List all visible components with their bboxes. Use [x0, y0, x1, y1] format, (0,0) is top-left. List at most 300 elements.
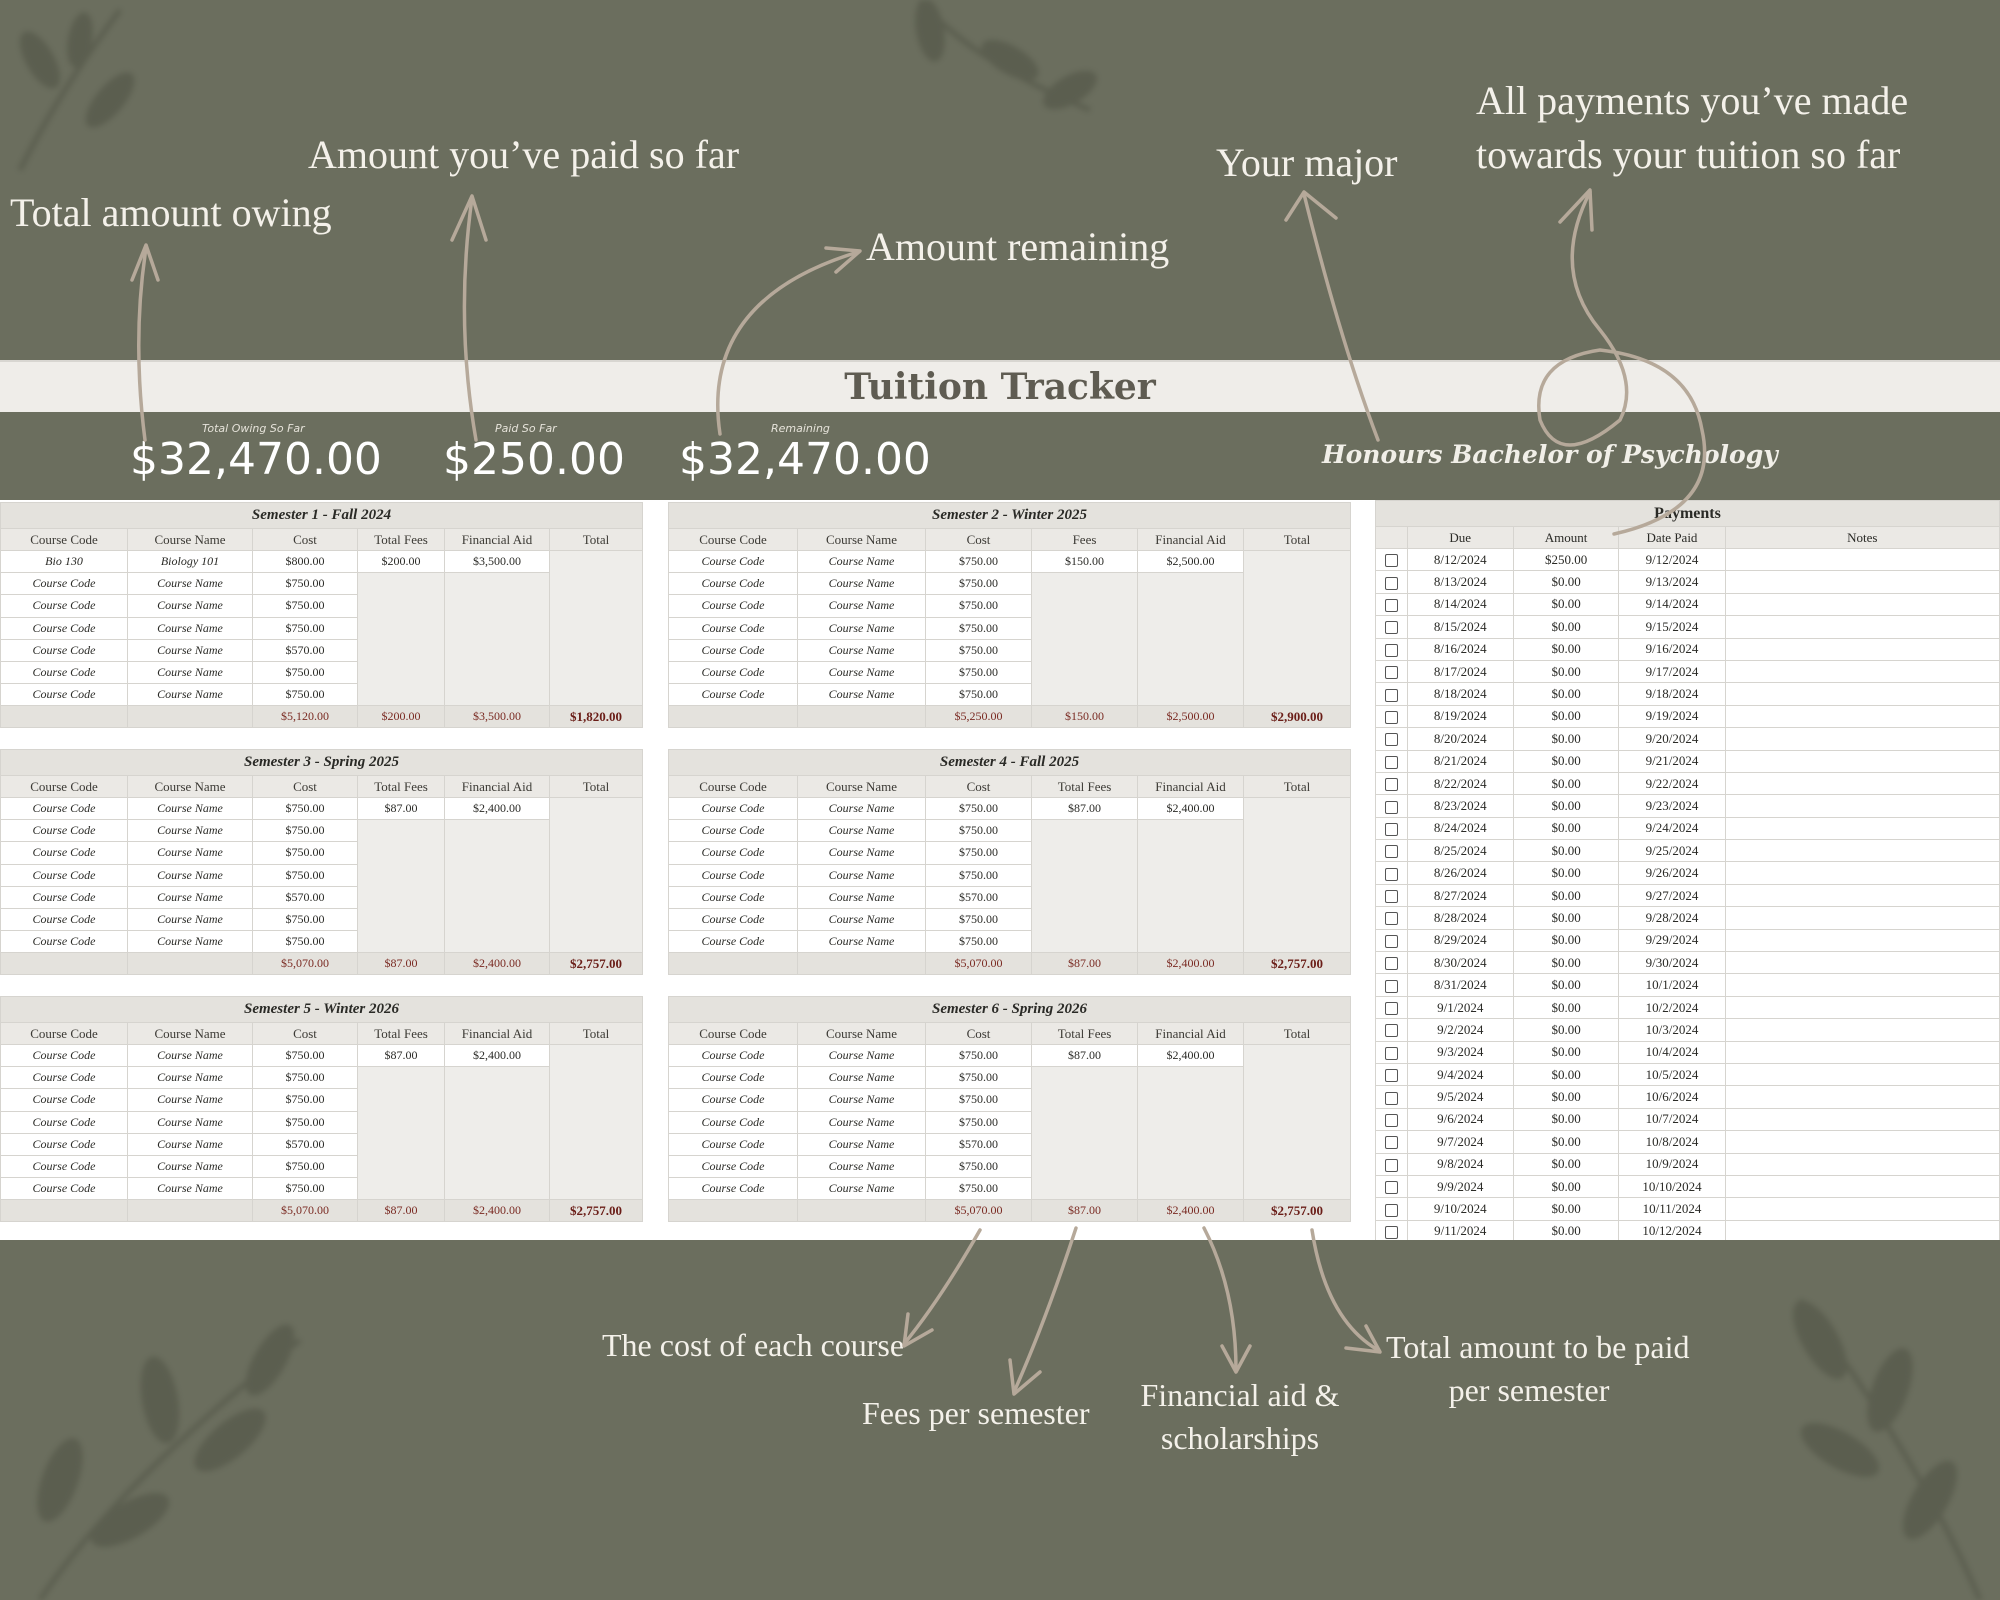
course-cost-cell[interactable]: $750.00	[253, 573, 358, 595]
course-code-cell[interactable]: Course Code	[1, 886, 128, 908]
course-name-cell[interactable]: Course Name	[798, 1045, 926, 1067]
payment-date-paid-cell[interactable]: 9/24/2024	[1619, 817, 1725, 839]
course-code-cell[interactable]: Course Code	[1, 595, 128, 617]
course-cost-cell[interactable]: $750.00	[926, 908, 1032, 930]
course-cost-cell[interactable]: $750.00	[926, 931, 1032, 953]
payment-notes-cell[interactable]	[1725, 705, 1999, 727]
payment-amount-cell[interactable]: $0.00	[1513, 817, 1619, 839]
payment-amount-cell[interactable]: $0.00	[1513, 571, 1619, 593]
payment-due-cell[interactable]: 8/17/2024	[1407, 660, 1513, 682]
payment-checkbox[interactable]	[1385, 599, 1398, 612]
course-code-cell[interactable]: Course Code	[1, 1045, 128, 1067]
payment-due-cell[interactable]: 8/27/2024	[1407, 884, 1513, 906]
payment-date-paid-cell[interactable]: 9/26/2024	[1619, 862, 1725, 884]
payment-notes-cell[interactable]	[1725, 728, 1999, 750]
payment-date-paid-cell[interactable]: 9/22/2024	[1619, 772, 1725, 794]
payment-date-paid-cell[interactable]: 9/21/2024	[1619, 750, 1725, 772]
payment-due-cell[interactable]: 9/9/2024	[1407, 1175, 1513, 1197]
payment-amount-cell[interactable]: $0.00	[1513, 772, 1619, 794]
course-name-cell[interactable]: Course Name	[128, 595, 253, 617]
course-code-cell[interactable]: Course Code	[669, 1089, 798, 1111]
course-name-cell[interactable]: Course Name	[128, 573, 253, 595]
payment-notes-cell[interactable]	[1725, 1086, 1999, 1108]
course-name-cell[interactable]: Course Name	[128, 820, 253, 842]
course-cost-cell[interactable]: $750.00	[253, 617, 358, 639]
course-name-cell[interactable]: Course Name	[128, 1045, 253, 1067]
payment-checkbox[interactable]	[1385, 554, 1398, 567]
course-code-cell[interactable]: Course Code	[669, 842, 798, 864]
payment-amount-cell[interactable]: $0.00	[1513, 907, 1619, 929]
payment-notes-cell[interactable]	[1725, 1019, 1999, 1041]
payment-date-paid-cell[interactable]: 9/12/2024	[1619, 549, 1725, 571]
semester-fees-cell[interactable]: $87.00	[1032, 1045, 1138, 1067]
course-code-cell[interactable]: Bio 130	[1, 551, 128, 573]
payment-date-paid-cell[interactable]: 9/13/2024	[1619, 571, 1725, 593]
course-code-cell[interactable]: Course Code	[669, 886, 798, 908]
payment-amount-cell[interactable]: $0.00	[1513, 840, 1619, 862]
payment-amount-cell[interactable]: $0.00	[1513, 616, 1619, 638]
course-name-cell[interactable]: Course Name	[798, 931, 926, 953]
payment-notes-cell[interactable]	[1725, 795, 1999, 817]
payment-due-cell[interactable]: 9/1/2024	[1407, 996, 1513, 1018]
course-cost-cell[interactable]: $750.00	[253, 1045, 358, 1067]
payment-date-paid-cell[interactable]: 10/4/2024	[1619, 1041, 1725, 1063]
semester-fees-cell[interactable]: $87.00	[358, 798, 445, 820]
payment-date-paid-cell[interactable]: 9/19/2024	[1619, 705, 1725, 727]
course-name-cell[interactable]: Course Name	[128, 1089, 253, 1111]
course-cost-cell[interactable]: $750.00	[926, 595, 1032, 617]
course-code-cell[interactable]: Course Code	[1, 842, 128, 864]
payment-amount-cell[interactable]: $0.00	[1513, 929, 1619, 951]
payment-amount-cell[interactable]: $0.00	[1513, 1086, 1619, 1108]
course-cost-cell[interactable]: $750.00	[253, 820, 358, 842]
payment-amount-cell[interactable]: $0.00	[1513, 1131, 1619, 1153]
payment-checkbox[interactable]	[1385, 733, 1398, 746]
course-code-cell[interactable]: Course Code	[1, 573, 128, 595]
course-cost-cell[interactable]: $750.00	[253, 842, 358, 864]
course-name-cell[interactable]: Course Name	[128, 931, 253, 953]
payment-due-cell[interactable]: 8/12/2024	[1407, 549, 1513, 571]
payment-checkbox[interactable]	[1385, 644, 1398, 657]
payment-checkbox[interactable]	[1385, 1114, 1398, 1127]
payment-date-paid-cell[interactable]: 10/5/2024	[1619, 1063, 1725, 1085]
course-cost-cell[interactable]: $570.00	[253, 1133, 358, 1155]
payment-notes-cell[interactable]	[1725, 1063, 1999, 1085]
payment-due-cell[interactable]: 8/18/2024	[1407, 683, 1513, 705]
course-cost-cell[interactable]: $750.00	[926, 798, 1032, 820]
course-cost-cell[interactable]: $750.00	[253, 684, 358, 706]
payment-checkbox[interactable]	[1385, 845, 1398, 858]
payment-date-paid-cell[interactable]: 10/10/2024	[1619, 1175, 1725, 1197]
payment-amount-cell[interactable]: $0.00	[1513, 1198, 1619, 1220]
course-cost-cell[interactable]: $750.00	[926, 617, 1032, 639]
course-cost-cell[interactable]: $750.00	[926, 573, 1032, 595]
course-code-cell[interactable]: Course Code	[1, 1089, 128, 1111]
course-cost-cell[interactable]: $750.00	[926, 1155, 1032, 1177]
course-cost-cell[interactable]: $750.00	[253, 661, 358, 683]
payment-checkbox[interactable]	[1385, 980, 1398, 993]
course-code-cell[interactable]: Course Code	[669, 617, 798, 639]
payment-date-paid-cell[interactable]: 9/30/2024	[1619, 952, 1725, 974]
course-code-cell[interactable]: Course Code	[669, 1045, 798, 1067]
course-code-cell[interactable]: Course Code	[1, 617, 128, 639]
course-cost-cell[interactable]: $750.00	[253, 931, 358, 953]
course-name-cell[interactable]: Course Name	[798, 551, 926, 573]
course-name-cell[interactable]: Course Name	[128, 1067, 253, 1089]
course-name-cell[interactable]: Course Name	[798, 1155, 926, 1177]
course-code-cell[interactable]: Course Code	[1, 1155, 128, 1177]
course-cost-cell[interactable]: $800.00	[253, 551, 358, 573]
payment-amount-cell[interactable]: $0.00	[1513, 660, 1619, 682]
payment-checkbox[interactable]	[1385, 711, 1398, 724]
course-cost-cell[interactable]: $750.00	[926, 842, 1032, 864]
course-name-cell[interactable]: Course Name	[798, 1089, 926, 1111]
payment-notes-cell[interactable]	[1725, 840, 1999, 862]
course-name-cell[interactable]: Course Name	[798, 595, 926, 617]
payment-amount-cell[interactable]: $0.00	[1513, 1153, 1619, 1175]
payment-checkbox[interactable]	[1385, 1181, 1398, 1194]
payment-amount-cell[interactable]: $250.00	[1513, 549, 1619, 571]
payment-notes-cell[interactable]	[1725, 907, 1999, 929]
payment-amount-cell[interactable]: $0.00	[1513, 750, 1619, 772]
payment-amount-cell[interactable]: $0.00	[1513, 1175, 1619, 1197]
payment-amount-cell[interactable]: $0.00	[1513, 638, 1619, 660]
payment-date-paid-cell[interactable]: 10/11/2024	[1619, 1198, 1725, 1220]
course-name-cell[interactable]: Course Name	[128, 1155, 253, 1177]
payment-checkbox[interactable]	[1385, 1092, 1398, 1105]
course-code-cell[interactable]: Course Code	[1, 1111, 128, 1133]
payment-notes-cell[interactable]	[1725, 772, 1999, 794]
payment-checkbox[interactable]	[1385, 689, 1398, 702]
payment-amount-cell[interactable]: $0.00	[1513, 1108, 1619, 1130]
course-name-cell[interactable]: Course Name	[128, 864, 253, 886]
payment-date-paid-cell[interactable]: 10/12/2024	[1619, 1220, 1725, 1240]
semester-column-header: Course Code	[669, 776, 798, 798]
payment-checkbox[interactable]	[1385, 778, 1398, 791]
payment-due-cell[interactable]: 8/23/2024	[1407, 795, 1513, 817]
payment-notes-cell[interactable]	[1725, 638, 1999, 660]
course-code-cell[interactable]: Course Code	[1, 661, 128, 683]
payment-date-paid-cell[interactable]: 10/1/2024	[1619, 974, 1725, 996]
payment-amount-cell[interactable]: $0.00	[1513, 884, 1619, 906]
course-code-cell[interactable]: Course Code	[1, 931, 128, 953]
course-name-cell[interactable]: Course Name	[798, 639, 926, 661]
semester-aid-cell[interactable]: $2,400.00	[1138, 1045, 1244, 1067]
course-name-cell[interactable]: Course Name	[798, 798, 926, 820]
payment-due-cell[interactable]: 8/26/2024	[1407, 862, 1513, 884]
course-cost-cell[interactable]: $570.00	[253, 639, 358, 661]
payment-checkbox[interactable]	[1385, 577, 1398, 590]
semester-fees-cell[interactable]: $87.00	[1032, 798, 1138, 820]
payment-due-cell[interactable]: 9/3/2024	[1407, 1041, 1513, 1063]
payment-notes-cell[interactable]	[1725, 862, 1999, 884]
payment-checkbox-cell	[1376, 952, 1408, 974]
course-code-cell[interactable]: Course Code	[1, 1178, 128, 1200]
payment-due-cell[interactable]: 8/13/2024	[1407, 571, 1513, 593]
semester-aid-cell[interactable]: $2,400.00	[1138, 798, 1244, 820]
payment-notes-cell[interactable]	[1725, 616, 1999, 638]
payment-due-cell[interactable]: 9/10/2024	[1407, 1198, 1513, 1220]
course-cost-cell[interactable]: $750.00	[926, 639, 1032, 661]
payment-date-paid-cell[interactable]: 9/25/2024	[1619, 840, 1725, 862]
course-name-cell[interactable]: Course Name	[128, 908, 253, 930]
course-name-cell[interactable]: Course Name	[798, 1133, 926, 1155]
course-code-cell[interactable]: Course Code	[1, 908, 128, 930]
payment-amount-cell[interactable]: $0.00	[1513, 705, 1619, 727]
payment-due-cell[interactable]: 8/25/2024	[1407, 840, 1513, 862]
course-code-cell[interactable]: Course Code	[1, 1067, 128, 1089]
payment-amount-cell[interactable]: $0.00	[1513, 996, 1619, 1018]
payment-amount-cell[interactable]: $0.00	[1513, 795, 1619, 817]
course-cost-cell[interactable]: $750.00	[926, 1045, 1032, 1067]
course-name-cell[interactable]: Course Name	[128, 639, 253, 661]
course-name-cell[interactable]: Biology 101	[128, 551, 253, 573]
payment-notes-cell[interactable]	[1725, 1198, 1999, 1220]
course-code-cell[interactable]: Course Code	[669, 798, 798, 820]
payment-checkbox[interactable]	[1385, 1024, 1398, 1037]
course-cost-cell[interactable]: $750.00	[926, 1111, 1032, 1133]
payment-date-paid-cell[interactable]: 9/29/2024	[1619, 929, 1725, 951]
payment-amount-cell[interactable]: $0.00	[1513, 1063, 1619, 1085]
payment-due-cell[interactable]: 9/8/2024	[1407, 1153, 1513, 1175]
payment-due-cell[interactable]: 9/4/2024	[1407, 1063, 1513, 1085]
payment-date-paid-cell[interactable]: 10/2/2024	[1619, 996, 1725, 1018]
course-code-cell[interactable]: Course Code	[669, 1178, 798, 1200]
payment-due-cell[interactable]: 8/28/2024	[1407, 907, 1513, 929]
payment-checkbox[interactable]	[1385, 1047, 1398, 1060]
payment-amount-cell[interactable]: $0.00	[1513, 974, 1619, 996]
payment-date-paid-cell[interactable]: 9/17/2024	[1619, 660, 1725, 682]
course-code-cell[interactable]: Course Code	[669, 1067, 798, 1089]
course-name-cell[interactable]: Course Name	[128, 661, 253, 683]
payment-due-cell[interactable]: 9/5/2024	[1407, 1086, 1513, 1108]
course-code-cell[interactable]: Course Code	[669, 864, 798, 886]
course-cost-cell[interactable]: $750.00	[253, 1111, 358, 1133]
payment-due-cell[interactable]: 8/14/2024	[1407, 593, 1513, 615]
course-code-cell[interactable]: Course Code	[1, 798, 128, 820]
course-code-cell[interactable]: Course Code	[1, 639, 128, 661]
course-code-cell[interactable]: Course Code	[669, 573, 798, 595]
payment-notes-cell[interactable]	[1725, 660, 1999, 682]
course-cost-cell[interactable]: $750.00	[253, 1178, 358, 1200]
payment-date-paid-cell[interactable]: 10/9/2024	[1619, 1153, 1725, 1175]
course-cost-cell[interactable]: $750.00	[926, 551, 1032, 573]
payment-checkbox[interactable]	[1385, 621, 1398, 634]
payment-checkbox[interactable]	[1385, 666, 1398, 679]
payment-checkbox[interactable]	[1385, 912, 1398, 925]
payment-notes-cell[interactable]	[1725, 952, 1999, 974]
course-code-cell[interactable]: Course Code	[1, 864, 128, 886]
payment-checkbox[interactable]	[1385, 801, 1398, 814]
payment-checkbox[interactable]	[1385, 823, 1398, 836]
semester-aid-cell[interactable]: $2,500.00	[1138, 551, 1244, 573]
semester-fees-cell[interactable]: $200.00	[358, 551, 445, 573]
payment-due-cell[interactable]: 8/30/2024	[1407, 952, 1513, 974]
payment-notes-cell[interactable]	[1725, 817, 1999, 839]
course-cost-cell[interactable]: $750.00	[253, 908, 358, 930]
course-cost-cell[interactable]: $750.00	[253, 864, 358, 886]
payment-due-cell[interactable]: 8/24/2024	[1407, 817, 1513, 839]
course-name-cell[interactable]: Course Name	[128, 842, 253, 864]
course-cost-cell[interactable]: $750.00	[926, 684, 1032, 706]
payment-notes-cell[interactable]	[1725, 1175, 1999, 1197]
total-aid-cell: $2,400.00	[445, 953, 550, 975]
course-name-cell[interactable]: Course Name	[128, 684, 253, 706]
course-name-cell[interactable]: Course Name	[798, 1178, 926, 1200]
payment-notes-cell[interactable]	[1725, 929, 1999, 951]
course-name-cell[interactable]: Course Name	[798, 1067, 926, 1089]
payment-due-cell[interactable]: 8/29/2024	[1407, 929, 1513, 951]
payment-amount-cell[interactable]: $0.00	[1513, 683, 1619, 705]
course-name-cell[interactable]: Course Name	[798, 617, 926, 639]
course-cost-cell[interactable]: $570.00	[253, 886, 358, 908]
payment-due-cell[interactable]: 8/16/2024	[1407, 638, 1513, 660]
payment-notes-cell[interactable]	[1725, 750, 1999, 772]
course-cost-cell[interactable]: $750.00	[926, 864, 1032, 886]
payment-checkbox[interactable]	[1385, 957, 1398, 970]
course-name-cell[interactable]: Course Name	[128, 617, 253, 639]
payment-checkbox[interactable]	[1385, 1226, 1398, 1239]
course-name-cell[interactable]: Course Name	[128, 1178, 253, 1200]
course-cost-cell[interactable]: $750.00	[926, 1089, 1032, 1111]
semester-aid-cell[interactable]: $3,500.00	[445, 551, 550, 573]
payment-checkbox[interactable]	[1385, 935, 1398, 948]
payment-due-cell[interactable]: 9/2/2024	[1407, 1019, 1513, 1041]
semester-aid-cell[interactable]: $2,400.00	[445, 1045, 550, 1067]
course-name-cell[interactable]: Course Name	[798, 820, 926, 842]
payment-due-cell[interactable]: 8/22/2024	[1407, 772, 1513, 794]
semester-fees-cell[interactable]: $87.00	[358, 1045, 445, 1067]
course-name-cell[interactable]: Course Name	[798, 908, 926, 930]
payment-checkbox[interactable]	[1385, 756, 1398, 769]
course-code-cell[interactable]: Course Code	[669, 595, 798, 617]
course-cost-cell[interactable]: $750.00	[926, 820, 1032, 842]
payment-date-paid-cell[interactable]: 9/27/2024	[1619, 884, 1725, 906]
payment-checkbox-cell	[1376, 1086, 1408, 1108]
semester-column-header: Financial Aid	[1138, 529, 1244, 551]
payment-date-paid-cell[interactable]: 9/18/2024	[1619, 683, 1725, 705]
course-name-cell[interactable]: Course Name	[798, 684, 926, 706]
course-name-cell[interactable]: Course Name	[128, 886, 253, 908]
payment-checkbox[interactable]	[1385, 1159, 1398, 1172]
payment-due-cell[interactable]: 8/19/2024	[1407, 705, 1513, 727]
course-name-cell[interactable]: Course Name	[128, 1111, 253, 1133]
payment-amount-cell[interactable]: $0.00	[1513, 1019, 1619, 1041]
payment-checkbox[interactable]	[1385, 1002, 1398, 1015]
payment-date-paid-cell[interactable]: 10/7/2024	[1619, 1108, 1725, 1130]
payment-due-cell[interactable]: 9/11/2024	[1407, 1220, 1513, 1240]
payment-checkbox[interactable]	[1385, 1204, 1398, 1217]
payment-notes-cell[interactable]	[1725, 1041, 1999, 1063]
payment-notes-cell[interactable]	[1725, 593, 1999, 615]
course-cost-cell[interactable]: $750.00	[926, 661, 1032, 683]
semester-column-header: Course Code	[1, 776, 128, 798]
payment-amount-cell[interactable]: $0.00	[1513, 593, 1619, 615]
course-cost-cell[interactable]: $570.00	[926, 1133, 1032, 1155]
payment-notes-cell[interactable]	[1725, 1131, 1999, 1153]
course-name-cell[interactable]: Course Name	[798, 1111, 926, 1133]
course-code-cell[interactable]: Course Code	[669, 1155, 798, 1177]
course-cost-cell[interactable]: $750.00	[253, 1067, 358, 1089]
payment-date-paid-cell[interactable]: 9/20/2024	[1619, 728, 1725, 750]
payment-date-paid-cell[interactable]: 10/6/2024	[1619, 1086, 1725, 1108]
payment-due-cell[interactable]: 8/31/2024	[1407, 974, 1513, 996]
payment-checkbox[interactable]	[1385, 890, 1398, 903]
course-code-cell[interactable]: Course Code	[669, 551, 798, 573]
payment-checkbox[interactable]	[1385, 1136, 1398, 1149]
payment-date-paid-cell[interactable]: 9/15/2024	[1619, 616, 1725, 638]
course-cost-cell[interactable]: $570.00	[926, 886, 1032, 908]
payment-date-paid-cell[interactable]: 9/14/2024	[1619, 593, 1725, 615]
course-code-cell[interactable]: Course Code	[1, 1133, 128, 1155]
payment-due-cell[interactable]: 9/7/2024	[1407, 1131, 1513, 1153]
payment-date-paid-cell[interactable]: 10/8/2024	[1619, 1131, 1725, 1153]
payment-notes-cell[interactable]	[1725, 1220, 1999, 1240]
payment-checkbox[interactable]	[1385, 868, 1398, 881]
payment-date-paid-cell[interactable]: 9/28/2024	[1619, 907, 1725, 929]
payment-date-paid-cell[interactable]: 10/3/2024	[1619, 1019, 1725, 1041]
semester-aid-cell[interactable]: $2,400.00	[445, 798, 550, 820]
course-name-cell[interactable]: Course Name	[798, 661, 926, 683]
course-cost-cell[interactable]: $750.00	[253, 1155, 358, 1177]
payment-notes-cell[interactable]	[1725, 1153, 1999, 1175]
payment-notes-cell[interactable]	[1725, 549, 1999, 571]
course-code-cell[interactable]: Course Code	[669, 1133, 798, 1155]
payment-due-cell[interactable]: 8/20/2024	[1407, 728, 1513, 750]
payment-amount-cell[interactable]: $0.00	[1513, 728, 1619, 750]
payment-notes-cell[interactable]	[1725, 571, 1999, 593]
course-cost-cell[interactable]: $750.00	[253, 595, 358, 617]
payment-amount-cell[interactable]: $0.00	[1513, 952, 1619, 974]
major-label: Honours Bachelor of Psychology	[1322, 440, 1778, 469]
course-code-cell[interactable]: Course Code	[669, 908, 798, 930]
course-cost-cell[interactable]: $750.00	[253, 1089, 358, 1111]
course-code-cell[interactable]: Course Code	[1, 684, 128, 706]
course-name-cell[interactable]: Course Name	[128, 798, 253, 820]
course-code-cell[interactable]: Course Code	[669, 820, 798, 842]
payment-notes-cell[interactable]	[1725, 974, 1999, 996]
course-cost-cell[interactable]: $750.00	[253, 798, 358, 820]
course-name-cell[interactable]: Course Name	[798, 886, 926, 908]
course-name-cell[interactable]: Course Name	[798, 864, 926, 886]
course-code-cell[interactable]: Course Code	[669, 1111, 798, 1133]
payment-due-cell[interactable]: 8/15/2024	[1407, 616, 1513, 638]
course-code-cell[interactable]: Course Code	[669, 931, 798, 953]
payment-notes-cell[interactable]	[1725, 683, 1999, 705]
course-cost-cell[interactable]: $750.00	[926, 1067, 1032, 1089]
course-name-cell[interactable]: Course Name	[128, 1133, 253, 1155]
course-name-cell[interactable]: Course Name	[798, 573, 926, 595]
payment-amount-cell[interactable]: $0.00	[1513, 862, 1619, 884]
course-code-cell[interactable]: Course Code	[669, 661, 798, 683]
payment-date-paid-cell[interactable]: 9/16/2024	[1619, 638, 1725, 660]
course-code-cell[interactable]: Course Code	[669, 639, 798, 661]
payment-checkbox[interactable]	[1385, 1069, 1398, 1082]
payment-notes-cell[interactable]	[1725, 884, 1999, 906]
payment-due-cell[interactable]: 9/6/2024	[1407, 1108, 1513, 1130]
payment-date-paid-cell[interactable]: 9/23/2024	[1619, 795, 1725, 817]
payment-notes-cell[interactable]	[1725, 996, 1999, 1018]
payment-notes-cell[interactable]	[1725, 1108, 1999, 1130]
payment-amount-cell[interactable]: $0.00	[1513, 1220, 1619, 1240]
course-code-cell[interactable]: Course Code	[669, 684, 798, 706]
course-code-cell[interactable]: Course Code	[1, 820, 128, 842]
course-cost-cell[interactable]: $750.00	[926, 1178, 1032, 1200]
payment-due-cell[interactable]: 8/21/2024	[1407, 750, 1513, 772]
course-name-cell[interactable]: Course Name	[798, 842, 926, 864]
semester-fees-cell[interactable]: $150.00	[1032, 551, 1138, 573]
payment-amount-cell[interactable]: $0.00	[1513, 1041, 1619, 1063]
